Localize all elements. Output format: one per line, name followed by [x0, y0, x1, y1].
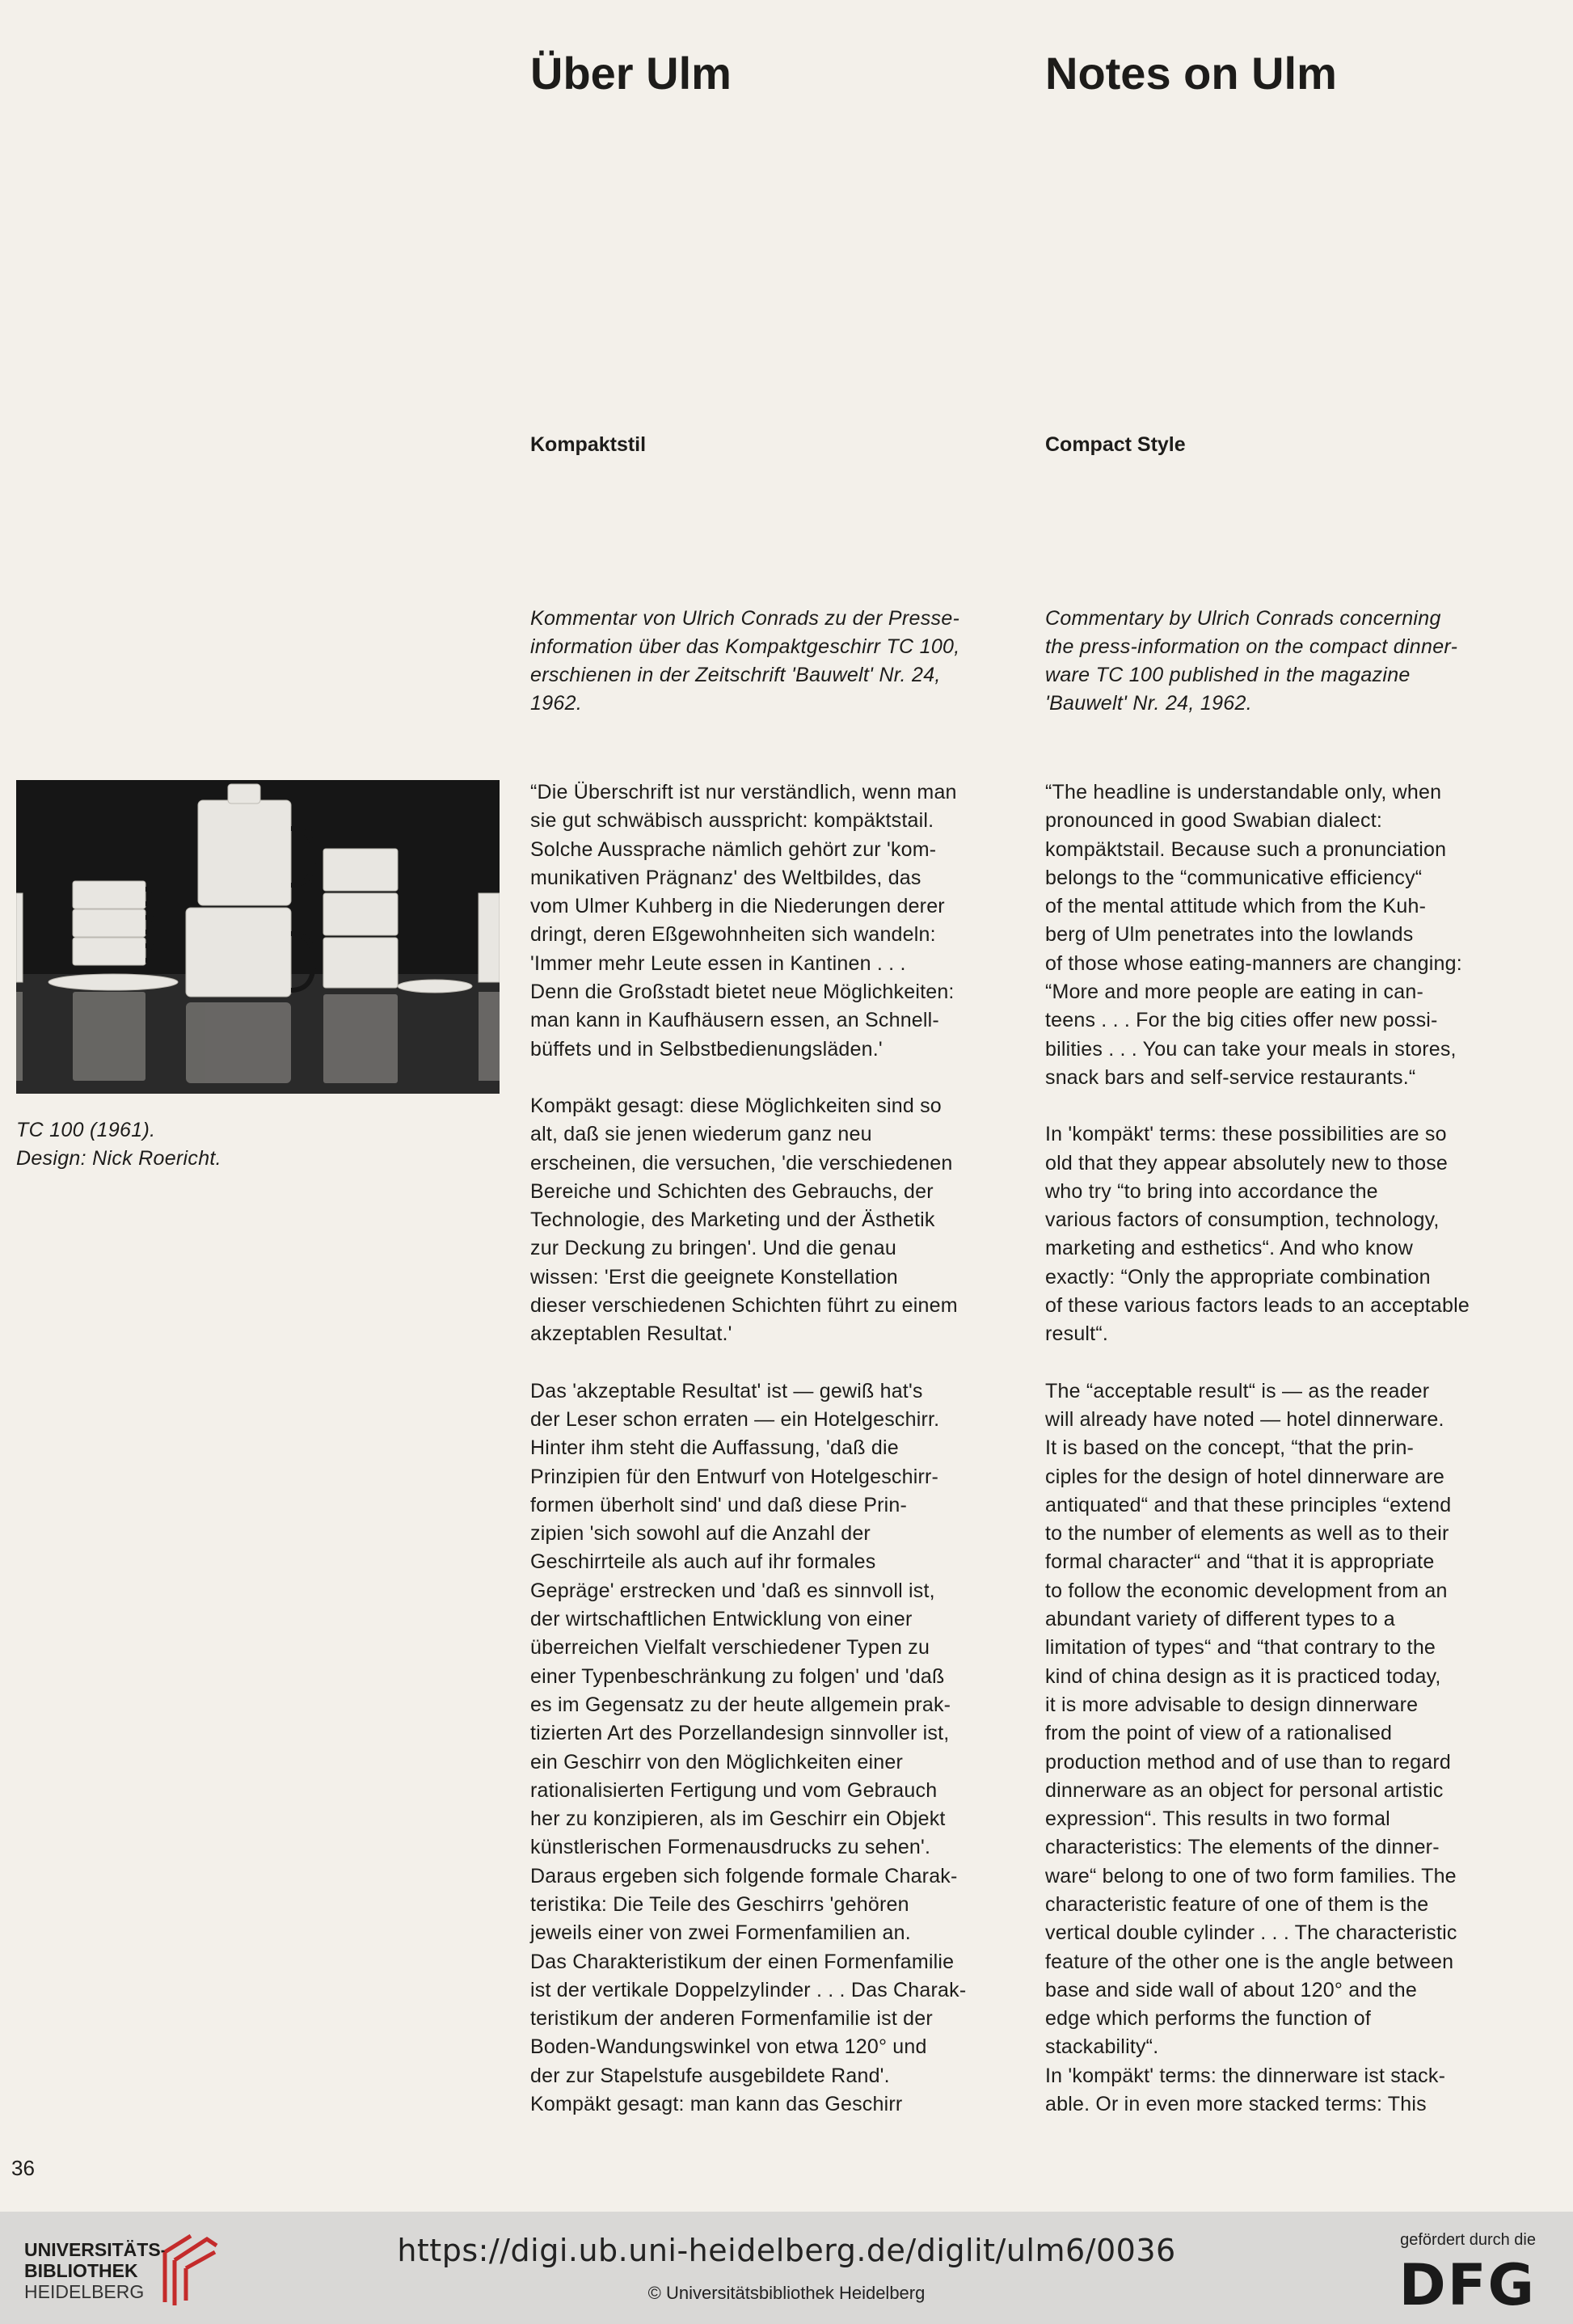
body-column-de — [530, 778, 1031, 2147]
library-line-1: UNIVERSITÄTS- — [24, 2239, 167, 2260]
document-url-link[interactable]: https://digi.ub.uni-heidelberg.de/diglit/ulm6/0036 — [397, 2233, 1176, 2268]
title-en: Notes on Ulm — [1045, 48, 1337, 99]
paragraph-en-3: The “acceptable result“ is — as the reader will already have noted — hotel dinnerware. It is based on the concept, “that the prin- ciples for the design of hotel dinnerware are antiquated“ and that these principles “extend to the number of elements as well as to their formal character“ and “that it is appropriate to follow the economic development from an abundant variety of different types to a limitation of types“ and “that contrary to the kind of china design as it is practiced today, it is more advisable to design dinnerware from the point of view of a rationalised production method and of use than to regard dinnerware as an object for personal artistic expression“. This results in two formal characteristics: The elements of the dinner- ware“ belong to one of two form families. The characteristic feature of one of them is the vertical double cylinder . . . The characteristic feature of the other one is the angle between base and side wall of about 120° and the edge which performs the function of stackability“. In 'kompäkt' terms: the dinnerware ist stack- able. Or in even more stacked terms: This — [1045, 1379, 1457, 2116]
paragraph-de-3: Das 'akzeptable Resultat' ist — gewiß hat's der Leser schon erraten — ein Hotelgeschirr. Hinter ihm steht die Auffassung, 'daß die Prinzipien für den Entwurf von Hotelgeschirr- formen überholt sind' und daß diese Prin- zipien 'sich sowohl auf die Anzahl der Geschirrteile als auch auf ihr formales Gepräge' erstrecken und 'daß es sinnvoll ist, der wirtschaftlichen Entwicklung von einer überreichen Vielfalt verschiedener Typen zu einer Typenbeschränkung zu folgen' und 'daß es im Gegensatz zu der heute allgemein prak- tizierten Art des Porzellandesign sinnvoller ist, ein Geschirr von den Möglichkeiten einer rationalisierten Fertigung und vom Gebrauch her zu konzipieren, als im Geschirr ein Objekt künstlerischen Formenausdrucks zu sehen'. Daraus ergeben sich folgende formale Charak- teristika: Die Teile des Geschirrs 'gehören jeweils einer von zwei Formenfamilien an. Das Charakteristikum der einen Formenfamilie ist der vertikale Doppelzylinder . . . Das Charak- teristikum der anderen Formenfamilie ist der Boden-Wandungswinkel von etwa 120° und der zur Stapelstufe ausgebildete Rand'. Kompäkt gesagt: man kann das Geschirr — [530, 1379, 967, 2116]
footer-bar — [0, 2212, 1573, 2324]
paragraph-de-1: “Die Überschrift ist nur verständlich, wenn man sie gut schwäbisch ausspricht: kompäktstail. Solche Aussprache nämlich gehört zur 'kom- munikativen Prägnanz' des Weltbildes, das vom Ulmer Kuhberg in die Niederungen derer dringt, deren Eßgewohnheiten sich wandeln: 'Immer mehr Leute essen in Kantinen . . . Denn die Großstadt bietet neue Möglichkeiten: man kann in Kaufhäusern essen, an Schnell- büffets und in Selbstbedienungsläden.' — [530, 781, 957, 1061]
paragraph-de-2: Kompäkt gesagt: diese Möglichkeiten sind so alt, daß sie jenen wiederum ganz neu erscheinen, die versuchen, 'die verschiedenen Bereiche und Schichten des Gebrauchs, der Technologie, des Marketing und der Ästhetik zur Deckung zu bringen'. Und die genau wissen: 'Erst die geeignete Konstellation dieser verschiedenen Schichten führt zu einem akzeptablen Resultat.' — [530, 1094, 958, 1346]
intro-de: Kommentar von Ulrich Conrads zu der Presse- information über das Kompaktgeschirr TC 100, erschienen in der Zeitschrift 'Bauwelt' Nr. 24, 1962. — [530, 607, 960, 715]
library-line-3: HEIDELBERG — [24, 2281, 145, 2302]
funder-note: gefördert durch die — [1400, 2231, 1536, 2249]
paragraph-en-1: “The headline is understandable only, when pronounced in good Swabian dialect: kompäktstail. Because such a pronunciation belongs to the “communicative efficiency“ of the mental attitude which from the Kuh- berg of Ulm penetrates into the lowlands of those whose eating-manners are changing: “More and more people are eating in can- teens . . . For the big cities offer new possi- bilities . . . You can take your meals in stores, snack bars and self-service restaurants.“ — [1045, 781, 1462, 1089]
body-column-en — [1045, 778, 1546, 2147]
copyright-notice: © Universitätsbibliothek Heidelberg — [647, 2283, 926, 2303]
intro-en: Commentary by Ulrich Conrads concerning the press-information on the compact dinner- ware TC 100 published in the magazine 'Bauwelt' Nr. 24, 1962. — [1045, 607, 1458, 715]
page-number: 36 — [11, 2156, 35, 2180]
subtitle-de: Kompaktstil — [530, 433, 647, 456]
figure-caption: TC 100 (1961). Design: Nick Roericht. — [16, 1119, 221, 1170]
dinnerware-photo — [16, 780, 500, 1094]
library-line-2: BIBLIOTHEK — [24, 2260, 138, 2281]
title-de: Über Ulm — [530, 48, 732, 99]
dfg-logo: DFG — [1398, 2252, 1536, 2318]
paragraph-en-2: In 'kompäkt' terms: these possibilities are so old that they appear absolutely new to those who try “to bring into accordance the various factors of consumption, technology, marketing and esthetics“. And who know exactly: “Only the appropriate combination of these various factors leads to an acceptable result“. — [1045, 1123, 1470, 1346]
subtitle-en: Compact Style — [1045, 433, 1186, 456]
